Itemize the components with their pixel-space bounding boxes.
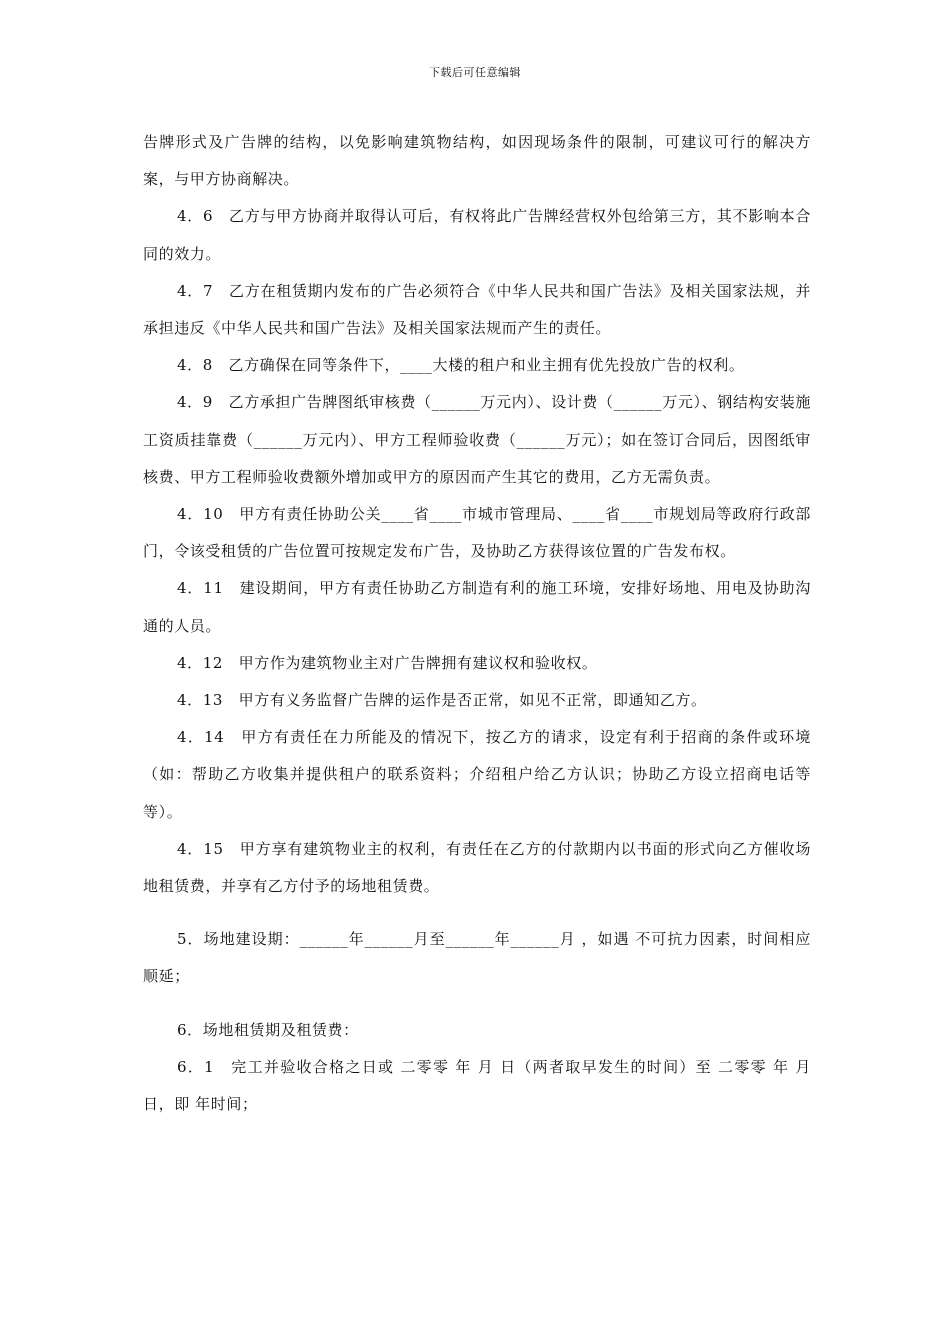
clause-4-11: 4．11 建设期间，甲方有责任协助乙方制造有利的施工环境，安排好场地、用电及协助沟通的人员。: [143, 579, 811, 635]
clause-6-lease-term-heading: 6．场地租赁期及租赁费：: [177, 1020, 359, 1039]
clause-4-6: 4．6 乙方与甲方协商并取得认可后，有权将此广告牌经营权外包给第三方，其不影响本合同的效力。: [143, 207, 811, 263]
page-header: 下载后可任意编辑: [429, 66, 521, 79]
clause-4-12: 4．12 甲方作为建筑物业主对广告牌拥有建议权和验收权。: [177, 653, 598, 672]
document-body: [143, 124, 817, 1123]
clause-4-8: 4．8 乙方确保在同等条件下，____大楼的租户和业主拥有优先投放广告的权利。: [177, 356, 745, 375]
clause-4-9: 4．9 乙方承担广告牌图纸审核费（______万元内）、设计费（______万元）、钢结构安装施工资质挂靠费（______万元内）、甲方工程师验收费（______万元）；如在签订合同后，因图纸审核费、甲方工程师验收费额外增加或甲方的原因而产生其它的费用，乙方无需负责。: [143, 393, 811, 486]
clause-6-1: 6．1 完工并验收合格之日或 二零零 年 月 日（两者取早发生的时间）至 二零零 年 月 日，即 年时间；: [143, 1057, 817, 1114]
clause-4-14: 4．14 甲方有责任在力所能及的情况下，按乙方的请求，设定有利于招商的条件或环境（如：帮助乙方收集并提供租户的联系资料；介绍租户给乙方认识；协助乙方设立招商电话等等）。: [143, 728, 811, 821]
clause-4-7: 4．7 乙方在租赁期内发布的广告必须符合《中华人民共和国广告法》及相关国家法规，并承担违反《中华人民共和国广告法》及相关国家法规而产生的责任。: [143, 281, 811, 338]
clause-4-10: 4．10 甲方有责任协助公关____省____市城市管理局、____省____市规划局等政府行政部门，令该受租赁的广告位置可按规定发布广告，及协助乙方获得该位置的广告发布权。: [143, 505, 811, 561]
paragraph-continuation: 告牌形式及广告牌的结构，以免影响建筑物结构，如因现场条件的限制，可建议可行的解决方案，与甲方协商解决。: [143, 133, 811, 189]
clause-4-13: 4．13 甲方有义务监督广告牌的运作是否正常，如见不正常，即通知乙方。: [177, 691, 707, 710]
clause-5-construction-period: 5．场地建设期：______年______月至______年______月 ，如遇 不可抗力因素，时间相应顺延；: [143, 930, 811, 986]
clause-4-15: 4．15 甲方享有建筑物业主的权利，有责任在乙方的付款期内以书面的形式向乙方催收场地租赁费，并享有乙方付予的场地租赁费。: [143, 839, 811, 896]
